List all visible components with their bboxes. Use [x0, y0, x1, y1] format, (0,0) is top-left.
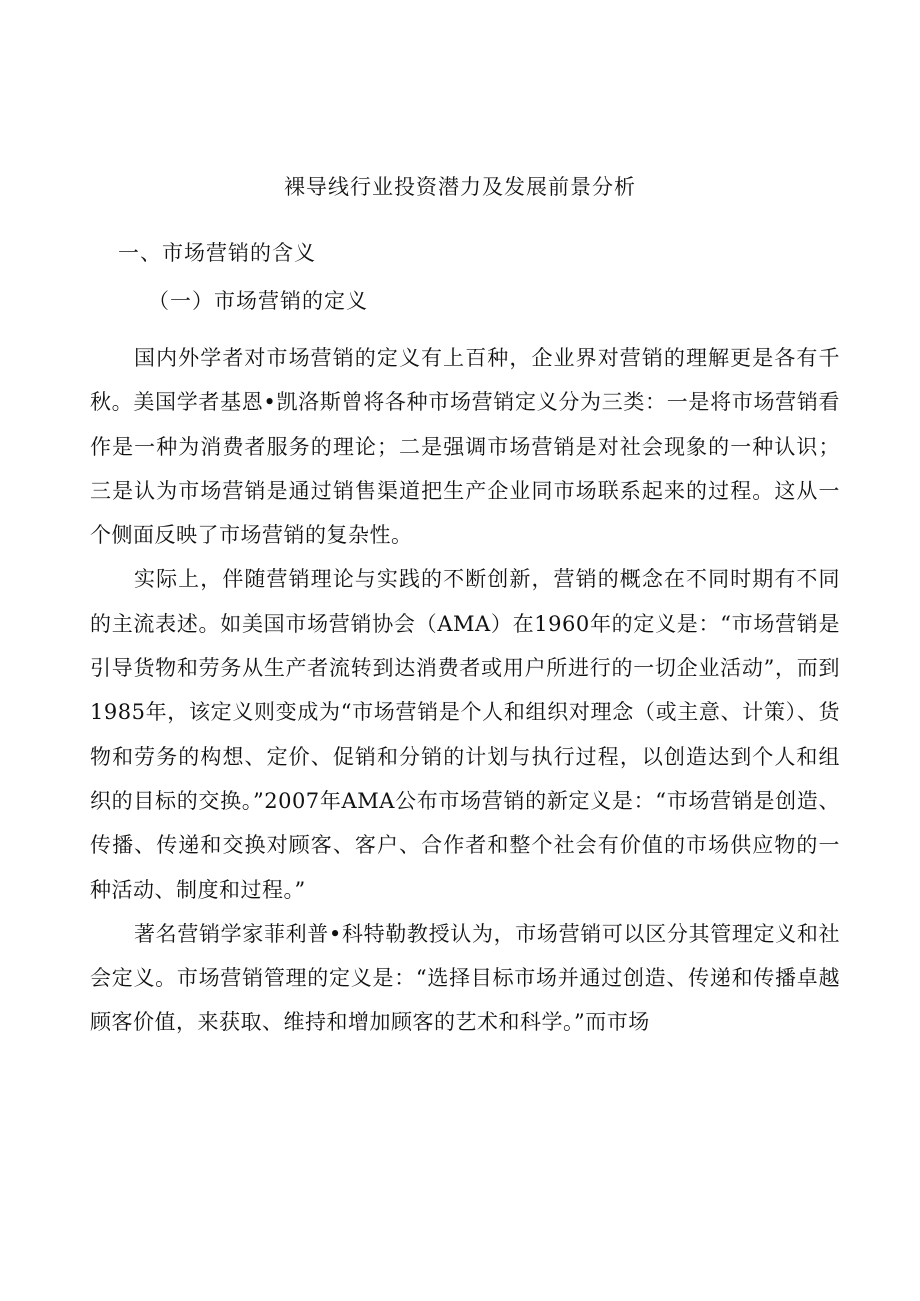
paragraph-1: 国内外学者对市场营销的定义有上百种，企业界对营销的理解更是各有千秋。美国学者基恩•凯洛斯曾将各种市场营销定义分为三类：一是将市场营销看作是一种为消费者服务的理论；二是强调市场营销是对社会现象的一种认识；三是认为市场营销是通过销售渠道把生产企业同市场联系起来的过程。这从一个侧面反映了市场营销的复杂性。	[90, 346, 840, 548]
paragraph-2: 实际上，伴随营销理论与实践的不断创新，营销的概念在不同时期有不同的主流表述。如美国市场营销协会（AMA）在1960年的定义是：“市场营销是引导货物和劳务从生产者流转到达消费者或用户所进行的一切企业活动”，而到1985年，该定义则变成为“市场营销是个人和组织对理念（或主意、计策）、货物和劳务的构想、定价、促销和分销的计划与执行过程，以创造达到个人和组织的目标的交换。”2007年AMA公布市场营销的新定义是：“市场营销是创造、传播、传递和交换对顾客、客户、合作者和整个社会有价值的市场供应物的一种活动、制度和过程。”	[90, 567, 840, 902]
document-body	[90, 336, 840, 1045]
subsection-heading: （一）市场营销的定义	[148, 289, 368, 313]
document-title: 裸导线行业投资潜力及发展前景分析	[284, 175, 636, 199]
paragraph-3: 著名营销学家菲利普•科特勒教授认为，市场营销可以区分其管理定义和社会定义。市场营销管理的定义是：“选择目标市场并通过创造、传递和传播卓越顾客价值，来获取、维持和增加顾客的艺术和科学。”而市场	[90, 921, 840, 1035]
section-heading: 一、市场营销的含义	[118, 241, 316, 265]
